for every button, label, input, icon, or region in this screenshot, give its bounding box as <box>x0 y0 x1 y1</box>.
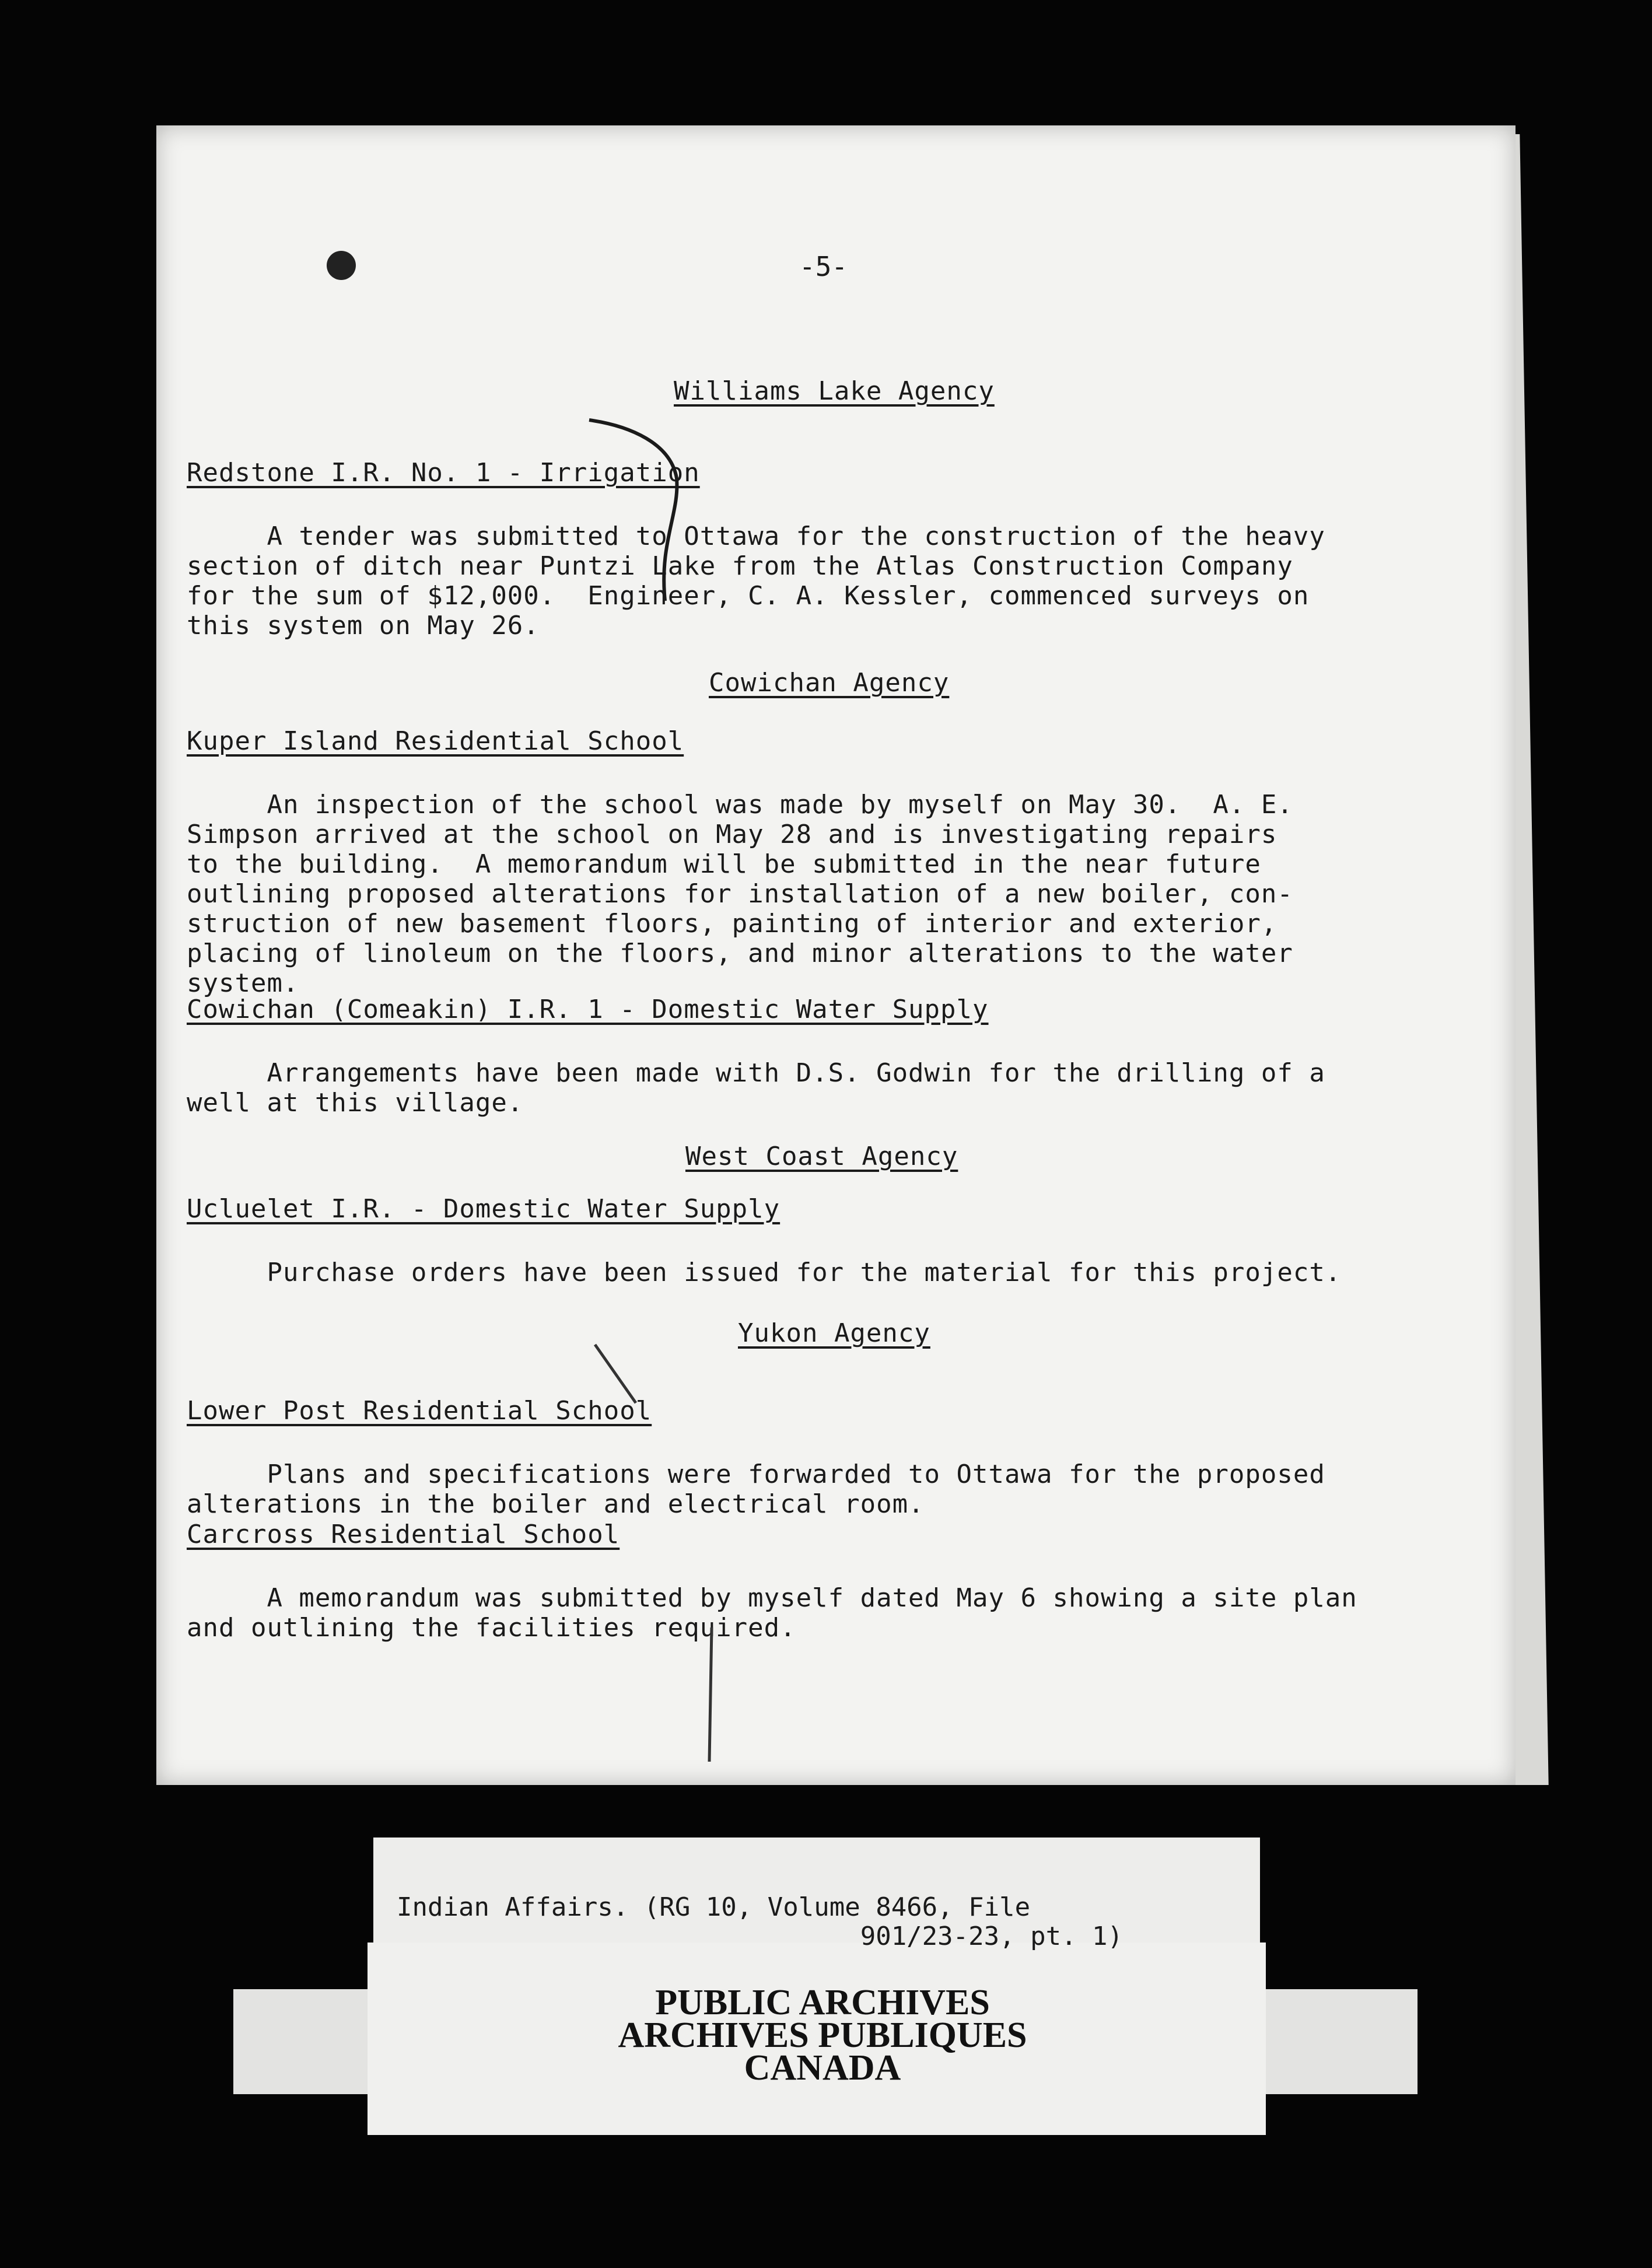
body-line: A tender was submitted to Ottawa for the construction of the heavy <box>187 522 1325 551</box>
entry-body-carcross <box>187 1553 1357 1672</box>
body-line: outlining proposed alterations for installation of a new boiler, con- <box>187 879 1293 909</box>
pen-stroke <box>583 1339 653 1409</box>
body-line: to the building. A memorandum will be submitted in the near future <box>187 849 1261 879</box>
body-line: Simpson arrived at the school on May 28 and is investigating repairs <box>187 820 1278 849</box>
pen-stroke <box>700 1628 723 1768</box>
entry-heading-cowichan-water: Cowichan (Comeakin) I.R. 1 - Domestic Water Supply <box>187 995 989 1024</box>
entry-body-ucluelet <box>187 1228 1341 1317</box>
entry-heading-kuper-island: Kuper Island Residential School <box>187 726 684 756</box>
body-line: struction of new basement floors, painting of interior and exterior, <box>187 909 1278 939</box>
page-number: -5- <box>799 251 848 282</box>
pen-mark <box>578 408 706 630</box>
stamp-line: ARCHIVES PUBLIQUES <box>618 2015 1027 2055</box>
entry-body-cowichan-water <box>187 1028 1325 1147</box>
body-line: for the sum of $12,000. Engineer, C. A. Kessler, commenced surveys on <box>187 581 1310 611</box>
entry-body-kuper-island <box>187 760 1293 1028</box>
entry-body-redstone <box>187 492 1325 670</box>
body-line: section of ditch near Puntzi Lake from the Atlas Construction Company <box>187 551 1293 581</box>
citation-line: 901/23-23, pt. 1) <box>397 1922 1124 1951</box>
body-line: An inspection of the school was made by myself on May 30. A. E. <box>187 790 1293 820</box>
body-line: Purchase orders have been issued for the material for this project. <box>187 1258 1342 1287</box>
section-title-west-coast: West Coast Agency <box>685 1142 958 1171</box>
body-line: Plans and specifications were forwarded to Ottawa for the proposed <box>187 1460 1325 1489</box>
body-line: alterations in the boiler and electrical room. <box>187 1489 925 1519</box>
entry-heading-redstone: Redstone I.R. No. 1 - Irrigation <box>187 458 700 488</box>
body-line: system. <box>187 968 299 998</box>
archives-stamp <box>583 1983 1062 2088</box>
stamp-line: CANADA <box>744 2048 901 2088</box>
body-line: well at this village. <box>187 1088 524 1118</box>
hole-punch <box>327 251 356 280</box>
stamp-line: PUBLIC ARCHIVES <box>655 1983 990 2022</box>
entry-heading-ucluelet: Ucluelet I.R. - Domestic Water Supply <box>187 1194 780 1224</box>
citation-line: Indian Affairs. (RG 10, Volume 8466, File <box>397 1892 1031 1922</box>
section-title-cowichan: Cowichan Agency <box>709 668 950 698</box>
section-title-yukon: Yukon Agency <box>738 1318 930 1348</box>
citation-text <box>397 1893 1123 1951</box>
body-line: Arrangements have been made with D.S. Godwin for the drilling of a <box>187 1058 1325 1088</box>
body-line: placing of linoleum on the floors, and minor alterations to the water <box>187 939 1293 968</box>
section-title-williams-lake: Williams Lake Agency <box>674 376 995 406</box>
entry-heading-carcross: Carcross Residential School <box>187 1520 620 1549</box>
body-line: A memorandum was submitted by myself dated May 6 showing a site plan <box>187 1583 1357 1613</box>
body-line: this system on May 26. <box>187 611 540 640</box>
body-line: and outlining the facilities required. <box>187 1613 796 1643</box>
entry-heading-lower-post: Lower Post Residential School <box>187 1396 652 1426</box>
